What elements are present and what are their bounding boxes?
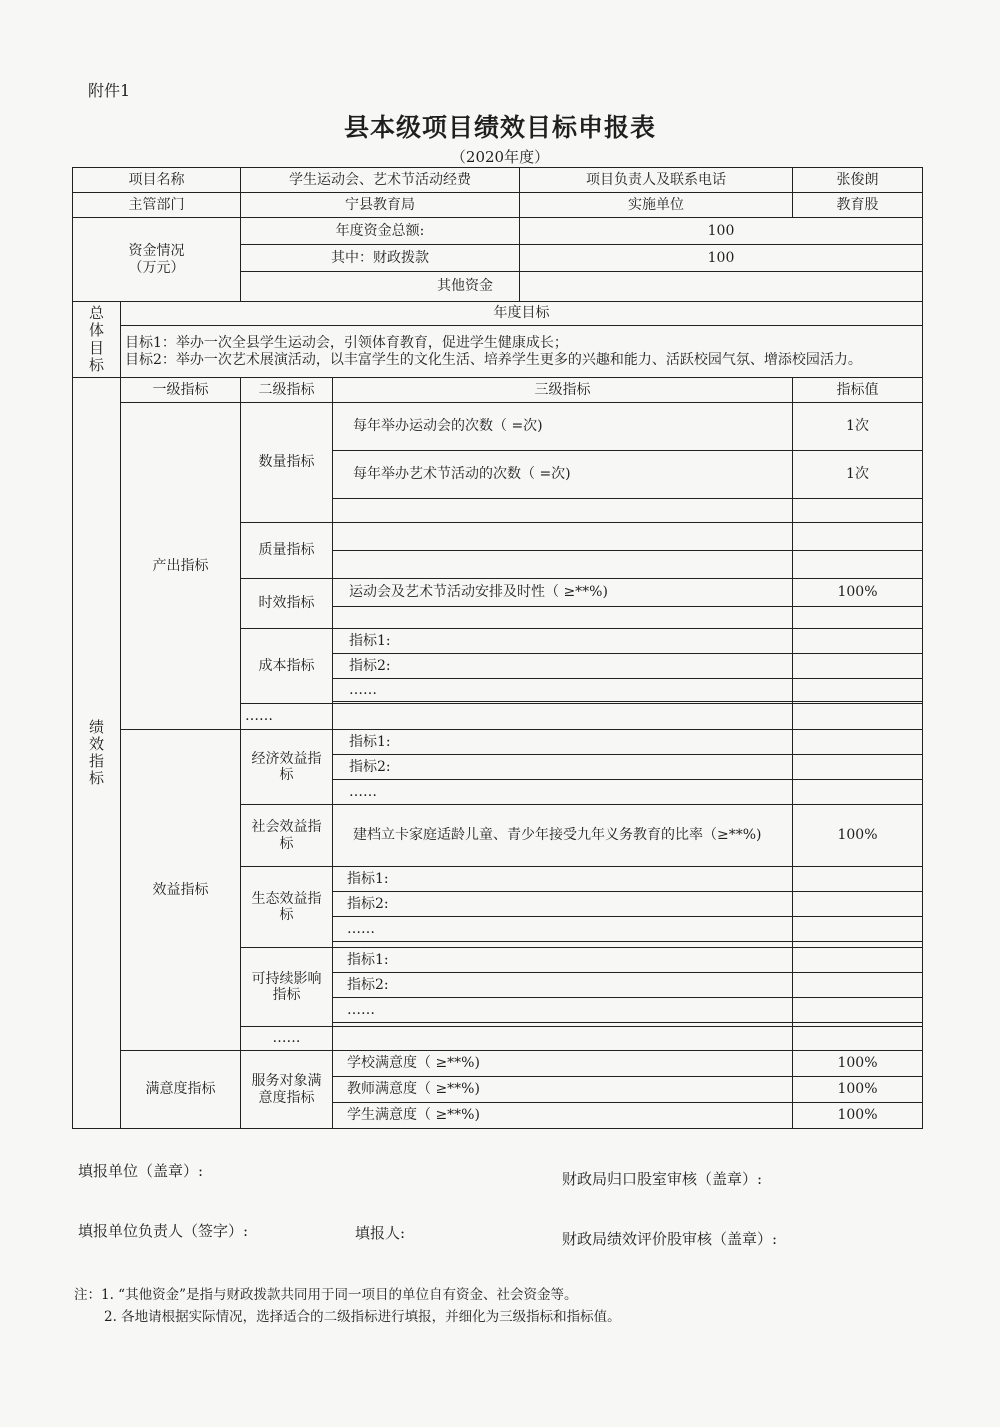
project-name-value: 学生运动会、艺术节活动经费 <box>241 168 520 193</box>
school-satisfaction-item: 学校满意度（ ≥**%) <box>333 1051 793 1077</box>
quality-indicator-label: 质量指标 <box>241 523 333 579</box>
cost-item-3: …… <box>333 679 793 702</box>
timeliness-item-blank <box>333 607 793 629</box>
goal-1: 目标1：举办一次全县学生运动会，引领体育教育，促进学生健康成长； <box>125 335 568 352</box>
output-more-item <box>333 704 793 730</box>
cost-value-2 <box>793 654 923 679</box>
funds-label <box>73 218 241 302</box>
quantity-value-1: 1次 <box>793 403 923 451</box>
timeliness-indicator-label: 时效指标 <box>241 579 333 629</box>
quality-item-1 <box>333 523 793 551</box>
economic-value-3 <box>793 780 923 805</box>
note-2: 2. 各地请根据实际情况，选择适合的二级指标进行填报，并细化为三级指标和指标值。 <box>104 1309 621 1325</box>
quality-value-1 <box>793 523 923 551</box>
filler-label: 填报人: <box>355 1224 406 1242</box>
timeliness-item-1: 运动会及艺术节活动安排及时性（ ≥**%) <box>333 579 793 607</box>
social-value-1: 100% <box>793 805 923 867</box>
side-char: 指 <box>88 752 104 770</box>
ecological-indicator-label: 生态效益指标 <box>241 867 333 948</box>
annual-goal-header: 年度目标 <box>121 302 923 326</box>
quantity-indicator-label: 数量指标 <box>241 403 333 523</box>
other-funds-label: 其他资金 <box>241 272 520 302</box>
service-satisfaction-label: 服务对象满意度指标 <box>241 1051 333 1129</box>
other-funds-value <box>520 272 923 302</box>
ecological-value-2 <box>793 892 923 917</box>
project-leader-label: 项目负责人及联系电话 <box>520 168 793 193</box>
economic-value-2 <box>793 755 923 780</box>
side-char: 总 <box>88 304 104 322</box>
economic-indicator-label: 经济效益指标 <box>241 730 333 805</box>
cost-item-2: 指标2: <box>333 654 793 679</box>
cost-value-3 <box>793 679 923 702</box>
ecological-item-1: 指标1: <box>333 867 793 892</box>
perf-review-label: 财政局绩效评价股审核（盖章）: <box>562 1230 778 1248</box>
project-name-label: 项目名称 <box>73 168 241 193</box>
fiscal-funds-value: 100 <box>520 245 923 272</box>
note-1: 注：1. “其他资金”是指与财政拨款共同用于同一项目的单位自有资金、社会资金等。 <box>74 1287 578 1303</box>
quantity-value-2: 1次 <box>793 451 923 499</box>
side-char: 绩 <box>88 717 104 736</box>
side-char: 标 <box>88 355 104 374</box>
ecological-value-1 <box>793 867 923 892</box>
sustainable-indicator-label: 可持续影响指标 <box>241 948 333 1027</box>
output-indicator-label: 产出指标 <box>121 403 241 730</box>
sustainable-item-2: 指标2: <box>333 973 793 998</box>
side-char: 效 <box>88 734 104 753</box>
ecological-value-3 <box>793 917 923 942</box>
overall-goal-side-label <box>73 302 121 378</box>
economic-item-1: 指标1: <box>333 730 793 755</box>
attachment-label: 附件1 <box>88 81 131 100</box>
benefit-more-item <box>333 1027 793 1051</box>
unit-leader-label: 填报单位负责人（签字）: <box>78 1222 249 1240</box>
col-level2-header: 二级指标 <box>241 378 333 403</box>
student-satisfaction-item: 学生满意度（ ≥**%) <box>333 1103 793 1129</box>
document-title: 县本级项目绩效目标申报表 <box>343 113 656 142</box>
quantity-item-1: 每年举办运动会的次数（ =次) <box>333 403 793 451</box>
total-funds-label: 年度资金总额: <box>241 218 520 245</box>
ecological-item-3: …… <box>333 917 793 942</box>
teacher-satisfaction-value: 100% <box>793 1077 923 1103</box>
economic-item-3: …… <box>333 780 793 805</box>
sustainable-value-1 <box>793 948 923 973</box>
quantity-item-2: 每年举办艺术节活动的次数（ =次) <box>333 451 793 499</box>
economic-value-1 <box>793 730 923 755</box>
project-leader-value: 张俊朗 <box>793 168 923 193</box>
cost-indicator-label: 成本指标 <box>241 629 333 704</box>
goal-2: 目标2：举办一次艺术展演活动，以丰富学生的文化生活、培养学生更多的兴趣和能力、活跃校园气氛、增添校园活力。 <box>125 351 862 368</box>
economic-item-2: 指标2: <box>333 755 793 780</box>
dept-value: 宁县教育局 <box>241 193 520 218</box>
funds-label-line1: 资金情况 <box>128 243 185 260</box>
total-funds-value: 100 <box>520 218 923 245</box>
timeliness-value-1: 100% <box>793 579 923 607</box>
cost-value-1 <box>793 629 923 654</box>
output-more: …… <box>241 704 333 730</box>
side-char: 目 <box>88 338 104 357</box>
benefit-more: …… <box>241 1027 333 1051</box>
teacher-satisfaction-item: 教师满意度（ ≥**%) <box>333 1077 793 1103</box>
funds-label-line2: （万元） <box>128 259 185 276</box>
fiscal-funds-label: 其中：财政拨款 <box>241 245 520 272</box>
sustainable-value-2 <box>793 973 923 998</box>
col-value-header: 指标值 <box>793 378 923 403</box>
social-indicator-label: 社会效益指标 <box>241 805 333 867</box>
sustainable-item-3: …… <box>333 998 793 1023</box>
sustainable-item-1: 指标1: <box>333 948 793 973</box>
col-level3-header: 三级指标 <box>333 378 793 403</box>
side-char: 体 <box>88 321 104 340</box>
sustainable-value-3 <box>793 998 923 1023</box>
finance-review-label: 财政局归口股室审核（盖章）: <box>562 1170 763 1188</box>
dept-label: 主管部门 <box>73 193 241 218</box>
satisfaction-indicator-label: 满意度指标 <box>121 1051 241 1129</box>
output-more-value <box>793 704 923 730</box>
social-item-1: 建档立卡家庭适龄儿童、青少年接受九年义务教育的比率（≥**%) <box>333 805 793 867</box>
impl-unit-label: 实施单位 <box>520 193 793 218</box>
timeliness-value-blank <box>793 607 923 629</box>
col-level1-header: 一级指标 <box>121 378 241 403</box>
benefit-more-value <box>793 1027 923 1051</box>
fill-unit-label: 填报单位（盖章）: <box>78 1162 204 1180</box>
quality-value-2 <box>793 551 923 579</box>
performance-target-form <box>72 167 923 1129</box>
ecological-item-2: 指标2: <box>333 892 793 917</box>
student-satisfaction-value: 100% <box>793 1103 923 1129</box>
cost-item-1: 指标1: <box>333 629 793 654</box>
quality-item-2 <box>333 551 793 579</box>
document-year: （2020年度） <box>450 148 550 166</box>
quantity-item-blank <box>333 499 793 523</box>
quantity-value-blank <box>793 499 923 523</box>
side-char: 标 <box>88 769 104 788</box>
school-satisfaction-value: 100% <box>793 1051 923 1077</box>
impl-unit-value: 教育股 <box>793 193 923 218</box>
perf-indicator-side-label <box>73 378 121 1129</box>
benefit-indicator-label: 效益指标 <box>121 730 241 1051</box>
annual-goal-text <box>121 326 923 378</box>
